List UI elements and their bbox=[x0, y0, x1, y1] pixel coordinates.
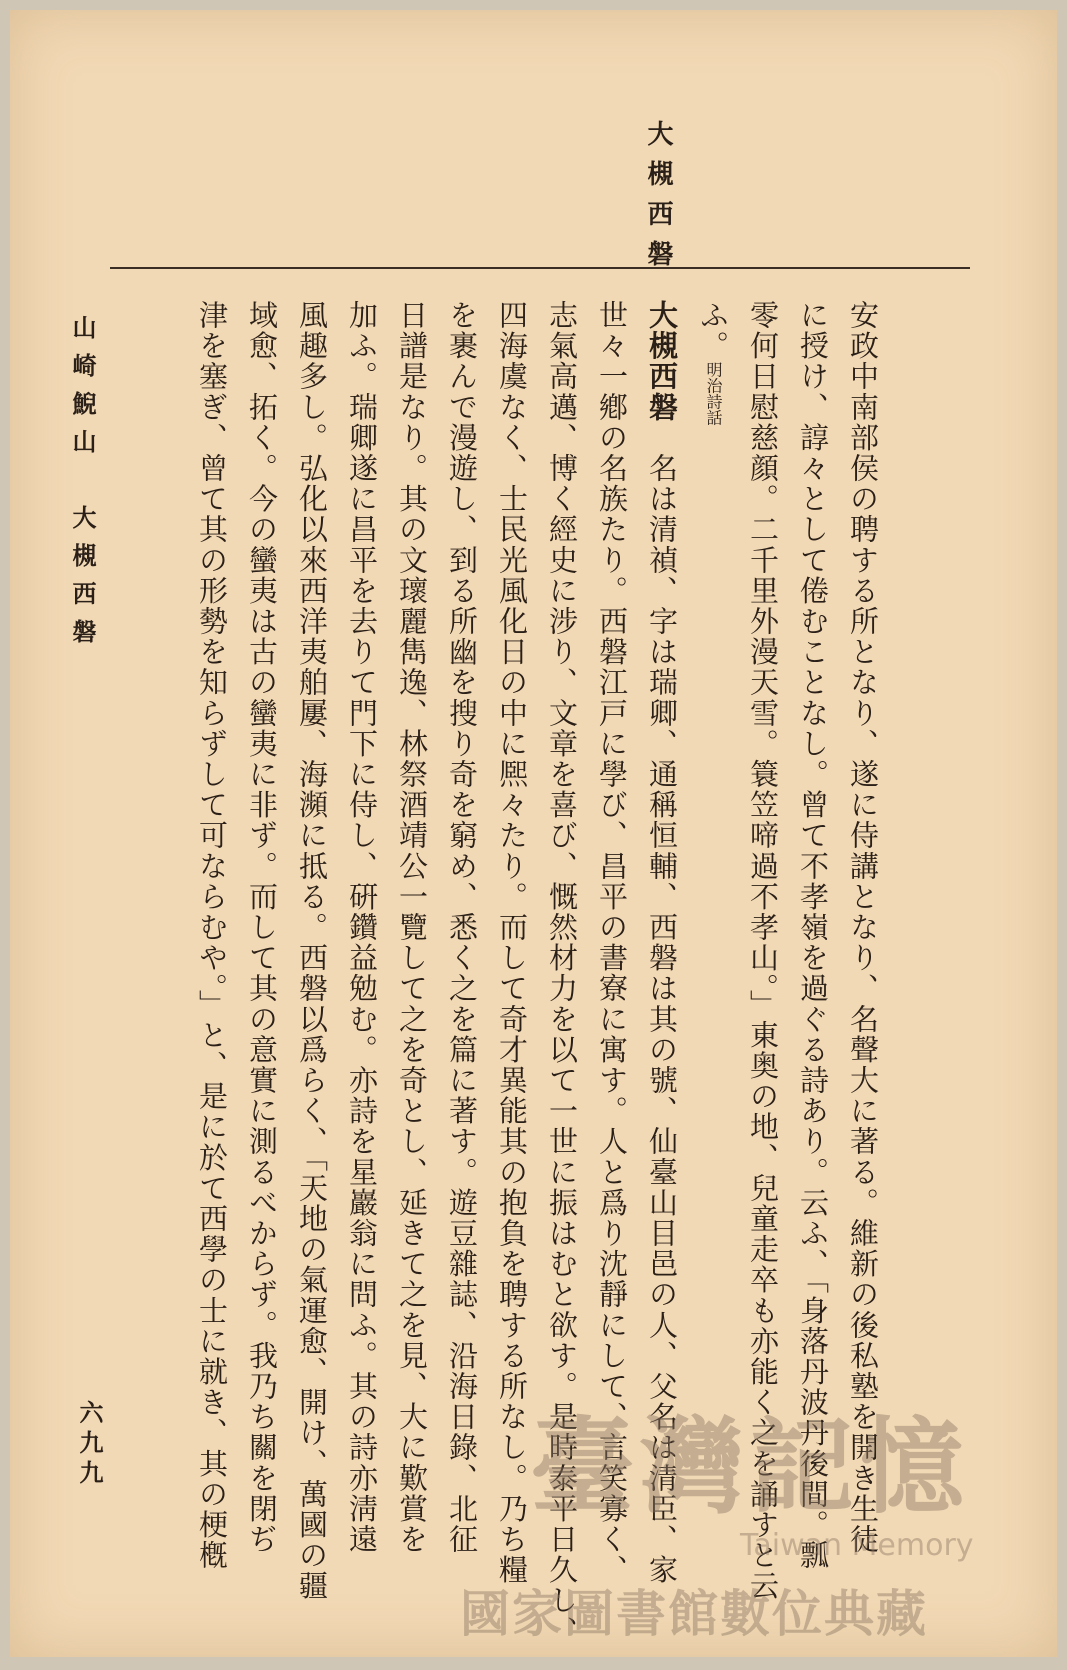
footer-title: 山崎鯢山 大槻西磐 bbox=[68, 315, 97, 657]
body-column-1: 安政中南部侯の聘する所となり、遂に侍講となり、名聲大に著る。維新の後私塾を開き生徒 bbox=[846, 300, 880, 1555]
entry-first-column bbox=[645, 300, 679, 1586]
entry-column-3: 四海虞なく、士民光風化日の中に熈々たり。而して奇才異能其の抱負を聘する所なし。乃ち糧 bbox=[495, 300, 529, 1586]
entry-column-4: を裹んで漫遊し、到る所幽を搜り奇を窮め、悉く之を篇に著す。遊豆雜誌、沿海日錄、北征 bbox=[445, 300, 479, 1555]
source-note: 明治詩話 bbox=[704, 361, 723, 426]
page-number: 六九九 bbox=[75, 1400, 104, 1490]
running-head: 大槻西磐 bbox=[643, 120, 673, 280]
entry-column-5: 日譜是なり。其の文瓌麗雋逸、林祭酒靖公一覽して之を奇とし、延きて之を見、大に歎賞を bbox=[395, 300, 429, 1555]
body-column-4 bbox=[696, 300, 730, 426]
watermark-english: Taiwan Memory bbox=[740, 1528, 974, 1563]
entry-column-8: 域愈、拓く。今の蠻夷は古の蠻夷に非ず。而して其の意實に測るべからず。我乃ち關を閉ぢ bbox=[245, 300, 279, 1555]
body-column-4-text: ふ。 bbox=[696, 300, 730, 362]
entry-first-line: 名は清禎、字は瑞卿、通稱恒輔、西磐は其の號、仙臺山目邑の人、父名は清臣、家 bbox=[645, 453, 679, 1586]
body-column-3: 零何日慰慈顔。二千里外漫天雪。簑笠啼過不孝山。」東奥の地、兒童走卒も亦能く之を誦すと云 bbox=[746, 300, 780, 1602]
entry-column-2: 志氣高邁、博く經史に涉り、文章を喜び、慨然材力を以て一世に振はむと欲す。是時泰平日久し、 bbox=[545, 300, 579, 1647]
watermark bbox=[460, 1405, 1020, 1670]
entry-column-6: 加ふ。瑞卿遂に昌平を去りて門下に侍し、硏鑽益勉む。亦詩を星巖翁に問ふ。其の詩亦淸遠 bbox=[345, 300, 379, 1555]
book-page bbox=[10, 10, 1057, 1657]
watermark-logo: 臺灣記憶 bbox=[529, 1405, 970, 1528]
header-rule bbox=[110, 267, 970, 269]
entry-column-7: 風趣多し。弘化以來西洋夷舶屢、海瀕に抵る。西磐以爲らく、「天地の氣運愈、開け、萬國の疆 bbox=[295, 300, 329, 1602]
entry-column-9: 津を塞ぎ、曾て其の形勢を知らずして可ならむや。」と、是に於て西學の士に就き、其の梗槪 bbox=[195, 300, 229, 1571]
watermark-subtitle: 國家圖書館數位典藏 bbox=[460, 1585, 928, 1643]
entry-column-1: 世々一鄕の名族たり。西磐江戸に學び、昌平の書寮に寓す。人と爲り沈靜にして、言笑寡く、 bbox=[595, 300, 629, 1586]
entry-subject: 大槻西磐 bbox=[645, 300, 679, 423]
body-column-2: に授け、諄々として倦むことなし。曾て不孝嶺を過ぐる詩あり。云ふ、「身落丹波丹後間。瓢 bbox=[796, 300, 830, 1571]
